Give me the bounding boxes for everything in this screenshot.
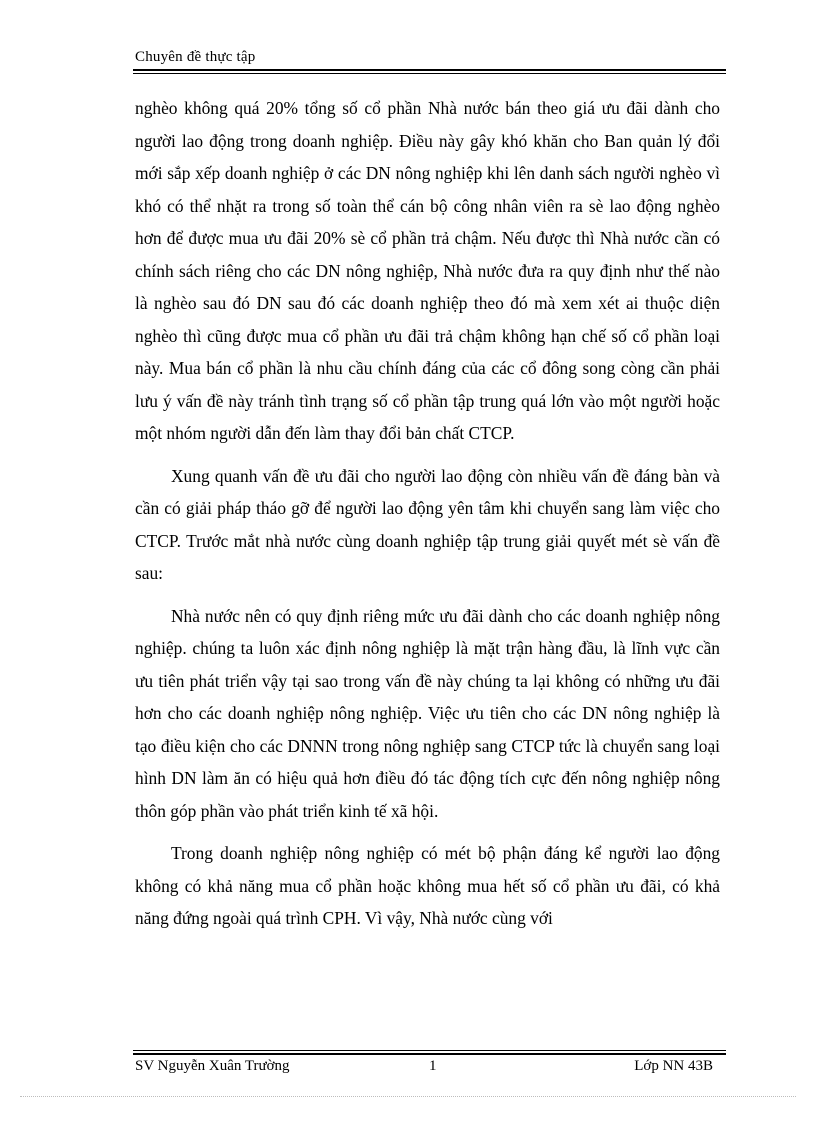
header-title: Chuyên đề thực tập — [135, 49, 256, 65]
footer-rule-thin — [133, 1050, 726, 1051]
page-edge-divider — [20, 1096, 796, 1097]
header-rule-thin — [133, 73, 726, 74]
footer-author: SV Nguyễn Xuân Trường — [135, 1058, 290, 1074]
footer-page-number: 1 — [429, 1058, 437, 1074]
footer-class-label: Lớp NN 43B — [634, 1058, 713, 1074]
paragraph-3: Nhà nước nên có quy định riêng mức ưu đãi dành cho các doanh nghiệp nông nghiệp. chúng ta luôn xác định nông nghiệp là mặt trận hàng đầu, là lĩnh vực cần ưu tiên phát triển vậy tại sao trong vấn đề này chúng ta lại không có những ưu đãi hơn cho các doanh nghiệp nông nghiệp. Việc ưu tiên cho các DN nông nghiệp là tạo điều kiện cho các DNNN trong nông nghiệp sang CTCP tức là chuyển sang loại hình DN làm ăn có hiệu quả hơn điều đó tác động tích cực đến nông nghiệp nông thôn góp phần vào phát triển kinh tế xã hội. — [135, 605, 720, 821]
paragraph-2: Xung quanh vấn đề ưu đãi cho người lao động còn nhiều vấn đề đáng bàn và cần có giải pháp tháo gỡ để người lao động yên tâm khi chuyển sang làm việc cho CTCP. Trước mắt nhà nước cùng doanh nghiệp tập trung giải quyết mét sè vấn đề sau: — [135, 465, 720, 583]
header-rule-thick — [133, 69, 726, 71]
footer-rule-thick — [133, 1053, 726, 1055]
paragraph-4: Trong doanh nghiệp nông nghiệp có mét bộ phận đáng kể người lao động không có khả năng mua cổ phần hoặc không mua hết số cổ phần ưu đãi, có khả năng đứng ngoài quá trình CPH. Vì vậy, Nhà nước cùng với — [135, 843, 720, 928]
body-text — [135, 92, 720, 945]
paragraph-1: nghèo không quá 20% tổng số cổ phần Nhà nước bán theo giá ưu đãi dành cho người lao động trong doanh nghiệp. Điều này gây khó khăn cho Ban quản lý đổi mới sắp xếp doanh nghiệp ở các DN nông nghiệp khi lên danh sách người nghèo vì khó có thể nhặt ra trong số toàn thể cán bộ công nhân viên ra sè lao động nghèo hơn để được mua ưu đãi 20% sè cổ phần trả chậm. Nếu được thì Nhà nước cần có chính sách riêng cho các DN nông nghiệp, Nhà nước đưa ra quy định như thế nào là nghèo sau đó DN sau đó các doanh nghiệp theo đó mà xem xét ai thuộc diện nghèo thì cũng được mua cổ phần ưu đãi trả chậm không hạn chế số cổ phần loại này. Mua bán cổ phần là nhu cầu chính đáng của các cổ đông song còng cần phải lưu ý vấn đề này tránh tình trạng số cổ phần tập trung quá lớn vào một người hoặc một nhóm người dẫn đến làm thay đổi bản chất CTCP. — [135, 98, 720, 443]
